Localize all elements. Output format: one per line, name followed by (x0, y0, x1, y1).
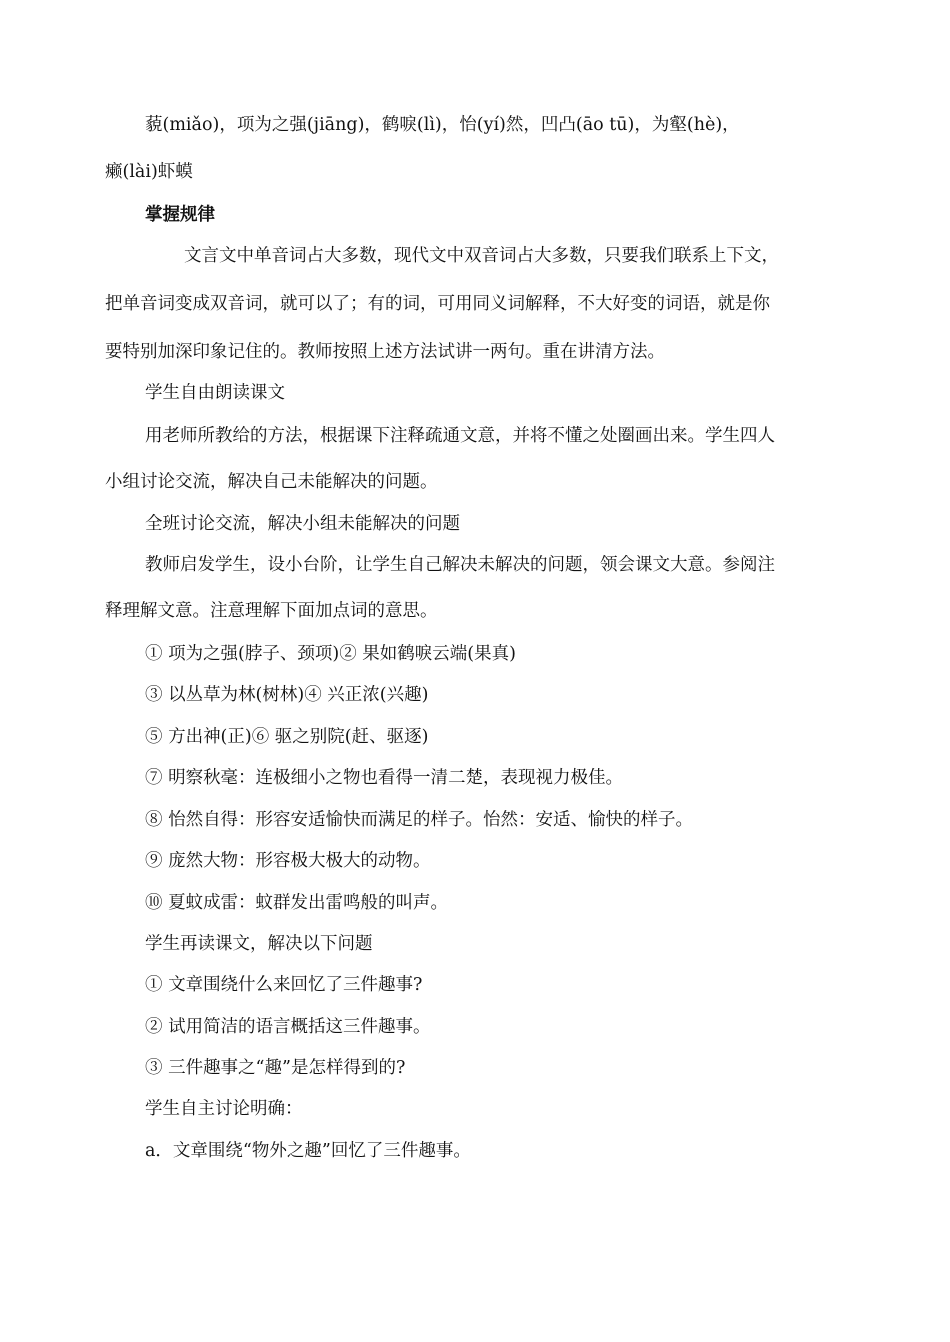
teacher-guide-line-2: 释理解文意。注意理解下面加点词的意思。 (105, 601, 438, 621)
method-paragraph-line-1: 文言文中单音词占大多数，现代文中双音词占大多数，只要我们联系上下文， (184, 246, 779, 266)
method-paragraph-line-2: 把单音词变成双音词，就可以了；有的词，可用同义词解释，不大好变的词语，就是你 (105, 294, 770, 314)
section-heading: 掌握规律 (145, 205, 215, 225)
answer-a: a．文章围绕“物外之趣”回忆了三件趣事。 (145, 1141, 471, 1161)
vocab-item: ⑨ 庞然大物：形容极大极大的动物。 (145, 851, 431, 871)
vocab-item: ⑩ 夏蚊成雷：蚊群发出雷鸣般的叫声。 (145, 893, 449, 913)
method-use-line-2: 小组讨论交流，解决自己未能解决的问题。 (105, 472, 438, 492)
reread-step: 学生再读课文，解决以下问题 (145, 934, 373, 954)
question-item: ③ 三件趣事之“趣”是怎样得到的? (145, 1058, 406, 1078)
pronunciation-line-1: 藐(miǎo)，项为之强(jiāng)，鹤唳(lì)，怡(yí)然，凹凸(āo tū)，为壑(hè)， (145, 115, 740, 135)
student-discussion-step: 学生自主讨论明确： (145, 1099, 303, 1119)
vocab-item: ⑤ 方出神(正)⑥ 驱之别院(赶、驱逐) (145, 727, 429, 747)
question-item: ② 试用简洁的语言概括这三件趣事。 (145, 1017, 431, 1037)
teacher-guide-line-1: 教师启发学生，设小台阶，让学生自己解决未解决的问题，领会课文大意。参阅注 (145, 555, 775, 575)
method-use-line-1: 用老师所教给的方法，根据课下注释疏通文意，并将不懂之处圈画出来。学生四人 (145, 426, 775, 446)
vocab-item: ⑧ 怡然自得：形容安适愉快而满足的样子。怡然：安适、愉快的样子。 (145, 810, 694, 830)
pronunciation-line-2: 癞(lài)虾蟆 (105, 162, 193, 182)
question-item: ① 文章围绕什么来回忆了三件趣事? (145, 975, 423, 995)
class-discussion-step: 全班讨论交流，解决小组未能解决的问题 (145, 514, 460, 534)
method-paragraph-line-3: 要特别加深印象记住的。教师按照上述方法试讲一两句。重在讲清方法。 (105, 342, 665, 362)
vocab-item: ⑦ 明察秋毫：连极细小之物也看得一清二楚，表现视力极佳。 (145, 768, 624, 788)
read-aloud-step: 学生自由朗读课文 (145, 383, 285, 403)
vocab-item: ① 项为之强(脖子、颈项)② 果如鹤唳云端(果真) (145, 644, 516, 664)
vocab-item: ③ 以丛草为林(树林)④ 兴正浓(兴趣) (145, 685, 429, 705)
